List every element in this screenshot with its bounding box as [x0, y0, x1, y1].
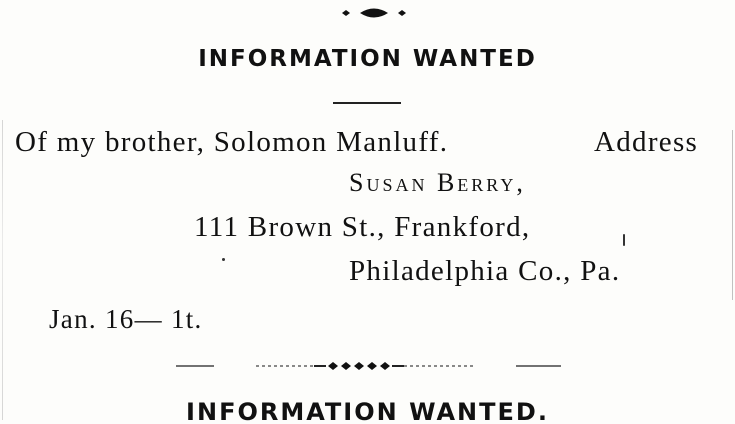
ink-speck	[222, 258, 225, 261]
ink-speck	[623, 234, 625, 246]
notice-body-line: Of my brother, Solomon Manluff.	[15, 126, 449, 158]
diamond-leaf-ornament-icon	[338, 5, 410, 21]
notice-heading: INFORMATION WANTED	[198, 46, 537, 72]
dotted-diamond-divider-icon	[176, 357, 561, 375]
notice-address-word: Address	[594, 126, 699, 158]
left-column-rule	[2, 120, 3, 420]
street-address: 111 Brown St., Frankford,	[194, 211, 531, 243]
heading-underline	[333, 102, 401, 104]
right-column-rule	[732, 130, 733, 300]
city-address: Philadelphia Co., Pa.	[349, 255, 621, 287]
next-notice-heading: INFORMATION WANTED.	[186, 398, 549, 424]
date-line: Jan. 16— 1t.	[49, 304, 203, 334]
signer-name: Susan Berry,	[349, 168, 526, 197]
